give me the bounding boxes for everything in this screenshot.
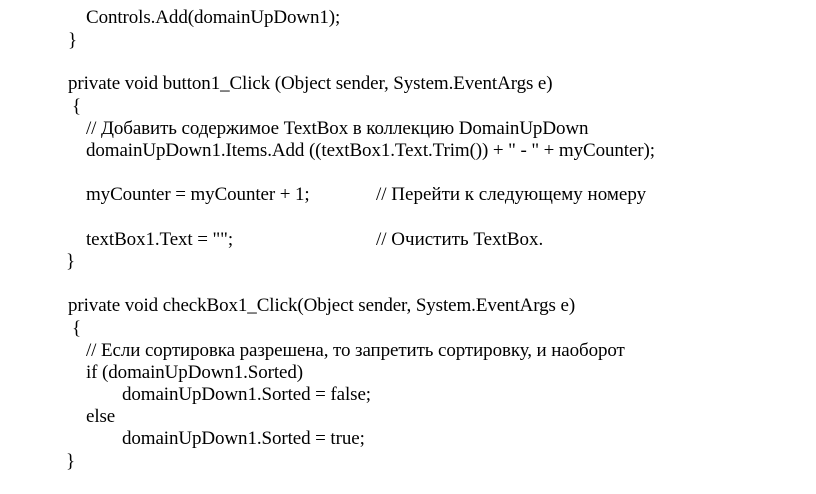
code-line-comment-add-textbox: // Добавить содержимое TextBox в коллекцию DomainUpDown [86, 118, 589, 139]
code-line-textbox-clear: textBox1.Text = ""; [86, 229, 234, 250]
code-comment-clear-textbox: // Очистить TextBox. [376, 229, 544, 250]
code-line-open-brace-2: { [72, 318, 82, 339]
code-line-open-brace: { [72, 96, 82, 117]
code-comment-next-number: // Перейти к следующему номеру [376, 184, 647, 205]
code-line-comment-sorting: // Если сортировка разрешена, то запретить сортировку, и наоборот [86, 340, 625, 361]
code-line-close-brace: } [68, 30, 78, 51]
code-line-sorted-false: domainUpDown1.Sorted = false; [122, 384, 371, 405]
code-line-if-sorted: if (domainUpDown1.Sorted) [86, 362, 304, 383]
code-line-close-brace-3: } [66, 451, 76, 472]
code-line-else: else [86, 406, 116, 427]
code-line-close-brace-2: } [66, 251, 76, 272]
code-line-counter-increment: myCounter = myCounter + 1; [86, 184, 310, 205]
code-line-checkbox1-click-signature: private void checkBox1_Click(Object sender, System.EventArgs e) [68, 295, 576, 316]
code-line-controls-add: Controls.Add(domainUpDown1); [86, 7, 341, 28]
code-line-sorted-true: domainUpDown1.Sorted = true; [122, 428, 365, 449]
code-line-items-add: domainUpDown1.Items.Add ((textBox1.Text.Trim()) + " - " + myCounter); [86, 140, 655, 161]
code-line-button1-click-signature: private void button1_Click (Object sender, System.EventArgs e) [68, 73, 553, 94]
